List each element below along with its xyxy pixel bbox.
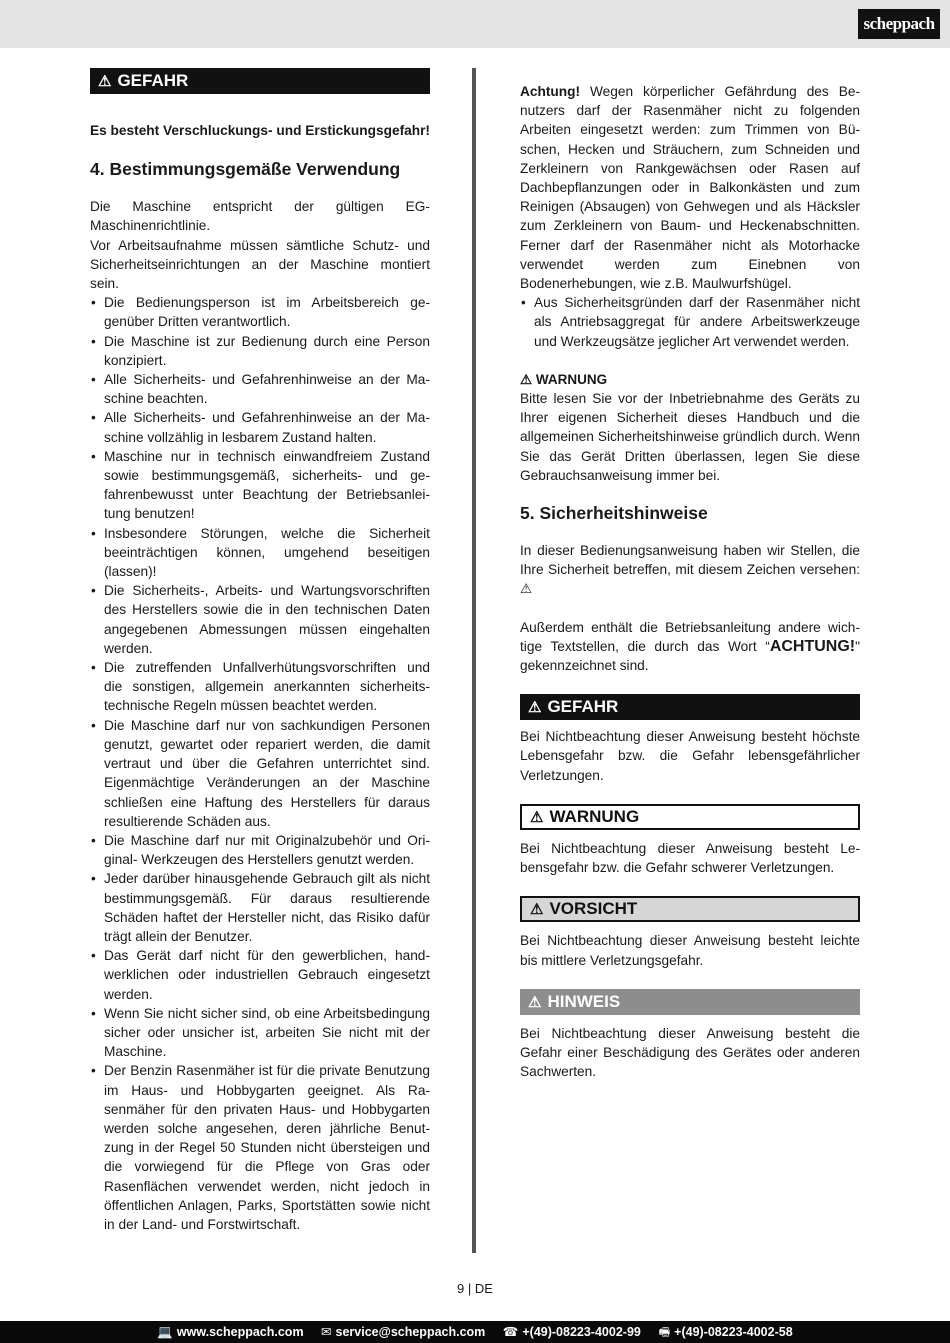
intro-paragraph-4: Außerdem enthält die Betriebsanleitung andere wichtige Textstellen, die durch das Wort “ACHTUNG!" gekennzeichnet sind. — [520, 619, 860, 674]
intro-paragraph-3: In dieser Bedienungsanweisung haben wir Stellen, die Ihre Sicherheit betreffen, mit diesem Zeichen versehen: ⚠ — [520, 543, 860, 597]
mail-icon: ✉ — [321, 1325, 332, 1339]
page-number: 9 | DE — [457, 1281, 493, 1296]
list-item: • Die Maschine darf nur mit Originalzubehör und Original- Werkzeugen des Herstellers genutzt werden. — [90, 831, 430, 869]
section-title-5: 5. Sicherheitshinweise — [520, 503, 708, 524]
scheppach-logo: scheppach — [858, 9, 940, 39]
list-item: • Wenn Sie nicht sicher sind, ob eine Arbeitsbedingung sicher oder unsicher ist, arbeiten Sie nicht mit der Maschine. — [90, 1004, 430, 1062]
list-item: • Alle Sicherheits- und Gefahrenhinweise an der Maschine beachten. — [90, 370, 430, 408]
list-item: • Die zutreffenden Unfallverhütungsvorschriften und die sonstigen, allgemein anerkannten sicherheitstechnische Regeln müssen beachtet werden. — [90, 658, 430, 716]
footer-email[interactable]: ✉ service@scheppach.com — [321, 1325, 486, 1339]
list-item: • Alle Sicherheits- und Gefahrenhinweise an der Maschine vollzählig in lesbarem Zustand halten. — [90, 408, 430, 446]
gefahr-box: ⚠ GEFAHR — [520, 694, 860, 720]
top-bar — [0, 0, 950, 48]
right-column — [520, 82, 860, 1081]
warning-triangle-icon: ⚠ — [520, 581, 533, 597]
fax-icon: 🖷 — [658, 1325, 671, 1339]
warnung-paragraph: Bitte lesen Sie vor der Inbetriebnahme des Geräts zu Ihrer eigenen Sicherheit dieses Handbuch und die allgemeinen Sicherheitshinweise gründlich durch. Wenn Sie das Gerät Dritten überlassen, legen Sie diese Gebrauchsanweisung immer bei. — [520, 391, 860, 483]
computer-icon: 💻 — [157, 1325, 173, 1339]
danger-box: ⚠ GEFAHR — [90, 68, 430, 94]
footer-phone: ☎ +(49)-08223-4002-99 — [502, 1325, 641, 1339]
vorsicht-box: ⚠ VORSICHT — [520, 896, 860, 922]
list-item: • Maschine nur in technisch einwandfreiem Zustand sowie bestimmungsgemäß, sicherheits- und gefahrenbewusst unter Beachtung der Betriebsanleitung benutzen! — [90, 447, 430, 524]
warning-triangle-icon: ⚠ — [528, 699, 542, 717]
list-item: • Aus Sicherheitsgründen darf der Rasenmäher nicht als Antriebsaggregat für andere Arbeitswerkzeuge und Werkzeugsätze jeglicher Art verwendet werden. — [520, 293, 860, 351]
warning-triangle-icon: ⚠ — [530, 901, 544, 919]
list-item: • Die Bedienungsperson ist im Arbeitsbereich gegenüber Dritten verantwortlich. — [90, 293, 430, 331]
list-item: • Die Sicherheits-, Arbeits- und Wartungsvorschriften des Herstellers sowie die in den technischen Daten angegebenen Abmessungen müssen eingehalten werden. — [90, 581, 430, 658]
warning-triangle-icon: ⚠ — [98, 73, 112, 90]
left-column — [90, 68, 430, 1234]
list-item: • Das Gerät darf nicht für den gewerblichen, handwerklichen oder industriellen Gebrauch eingesetzt werden. — [90, 946, 430, 1004]
list-item: • Die Maschine ist zur Bedienung durch eine Person konzipiert. — [90, 332, 430, 370]
warning-triangle-icon: ⚠ — [530, 808, 544, 826]
list-item: • Jeder darüber hinausgehende Gebrauch gilt als nicht bestimmungsgemäß. Für daraus resultierende Schäden haftet der Hersteller nicht, das Risiko dafür trägt allein der Benutzer. — [90, 869, 430, 946]
gefahr-text: Bei Nichtbeachtung dieser Anweisung besteht höchste Lebensgefahr bzw. die Gefahr lebensgefährlicher Verletzungen. — [520, 729, 860, 783]
footer-fax: 🖷 +(49)-08223-4002-58 — [658, 1325, 793, 1339]
section-title-4: 4. Bestimmungsgemäße Verwendung — [90, 159, 401, 180]
footer-web[interactable]: 💻 www.scheppach.com — [157, 1325, 304, 1339]
list-item: • Die Maschine darf nur von sachkundigen Personen genutzt, gewartet oder repariert werden, die damit vertraut und über die Gefahren unterrichtet sind. Eigenmächtige Veränderungen an der Maschine schließen eine Haftung des Herstellers für daraus resultierende Schäden aus. — [90, 716, 430, 831]
footer-bar — [0, 1321, 950, 1343]
hinweis-text: Bei Nichtbeachtung dieser Anweisung besteht die Gefahr einer Beschädigung des Gerätes oder anderen Sachwerten. — [520, 1025, 860, 1080]
column-divider — [472, 68, 476, 1253]
warnung-heading: ⚠ WARNUNG — [520, 371, 608, 387]
right-bullet-list — [520, 293, 860, 351]
intro-paragraph-2: Vor Arbeitsaufnahme müssen sämtliche Schutz- und Sicherheitseinrichtungen an der Maschine montiert sein. — [90, 237, 430, 292]
intro-paragraph-1: Die Maschine entspricht der gültigen EG-Maschinenrichtlinie. — [90, 199, 430, 234]
list-item: • Der Benzin Rasenmäher ist für die private Benutzung im Haus- und Hobbygarten geeignet. Als Rasenmäher für den privaten Haus- und Hobbygarten werden solche angesehen, deren jährliche Benutzung in der Regel 50 Stunden nicht übersteigen und die vorwiegend für die Pflege von Gras oder Rasenflächen verwendet werden, nicht jedoch in öffentlichen Anlagen, Parks, Sportstätten sowie nicht in der Land- und Forstwirtschaft. — [90, 1061, 430, 1234]
warning-triangle-icon: ⚠ — [528, 993, 542, 1011]
danger-text: Es besteht Verschluckungs- und Erstickungsgefahr! — [90, 123, 430, 138]
vorsicht-text: Bei Nichtbeachtung dieser Anweisung besteht leichte bis mittlere Verletzungsgefahr. — [520, 933, 860, 968]
hinweis-box: ⚠ HINWEIS — [520, 989, 860, 1015]
usage-bullet-list — [90, 293, 430, 1234]
achtung-paragraph: Achtung! Wegen körperlicher Gefährdung des Benutzers darf der Rasenmäher nicht zu folgenden Arbeiten eingesetzt werden: zum Trimmen von Büschen, Hecken und Sträuchern, zum Schneiden und Zerkleinern von Rankgewächsen oder Rasen auf Dachbepflanzungen oder in Balkonkästen und zum Reinigen (Absaugen) von Gehwegen und als Häcksler zum Zerkleinern von Baum- und Heckenabschnitten. Ferner darf der Rasenmäher nicht als Motorhacke verwendet werden zum Einebnen von Bodenerhebungen, wie z.B. Maulwurfshügel. — [520, 84, 860, 292]
warnung-box: ⚠ WARNUNG — [520, 804, 860, 830]
phone-icon: ☎ — [502, 1325, 519, 1339]
warnung-box-text: Bei Nichtbeachtung dieser Anweisung besteht Lebensgefahr bzw. die Gefahr schwerer Verletzungen. — [520, 840, 860, 876]
warning-triangle-icon: ⚠ — [520, 371, 536, 387]
list-item: • Insbesondere Störungen, welche die Sicherheit beeinträchtigen können, umgehend beseitigen (lassen)! — [90, 524, 430, 582]
